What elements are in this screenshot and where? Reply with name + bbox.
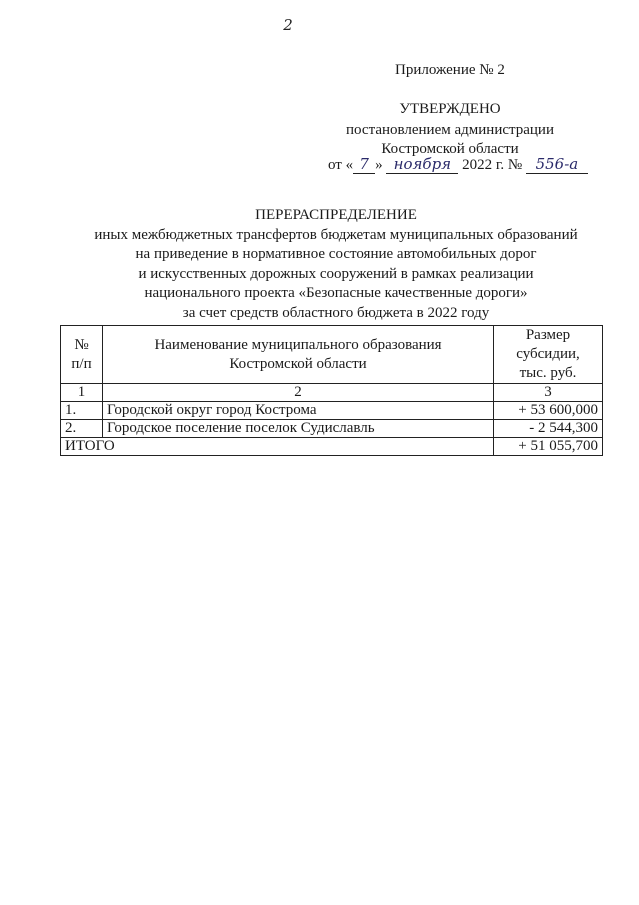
handwritten-day: 7 [353,156,375,174]
row-amount: + 53 600,000 [494,402,603,420]
title-line: и искусственных дорожных сооружений в рамках реализации [138,265,534,282]
date-year-and-number-label: 2022 г. № [462,157,523,173]
redistribution-table [60,325,603,456]
header-municipality [103,326,494,384]
document-title [60,206,612,323]
header-number-line: п/п [71,355,92,372]
row-municipality: Городской округ город Кострома [103,402,494,420]
row-number: 1. [61,402,103,420]
row-amount: - 2 544,300 [494,420,603,438]
title-heading: ПЕРЕРАСПРЕДЕЛЕНИЕ [255,207,417,223]
row-number: 2. [61,420,103,438]
title-line: на приведение в нормативное состояние автомобильных дорог [135,246,537,262]
resolution-date-line [328,156,588,174]
handwritten-month: ноября [386,156,458,174]
header-subsidy-line: тыс. руб. [519,365,577,381]
appendix-label: Приложение № 2 [395,62,505,78]
title-line: за счет средств областного бюджета в 2022 году [182,304,490,321]
header-subsidy-line: Размер [525,327,571,343]
table-header-row [61,326,603,384]
index-cell: 2 [103,384,494,402]
header-subsidy-size [494,326,603,384]
index-cell: 3 [494,384,603,402]
header-number-line: № [74,336,89,353]
title-line: иных межбюджетных трансфертов бюджетам муниципальных образований [94,226,578,243]
header-subsidy-line: субсидии, [516,346,580,362]
handwritten-resolution-number: 556-а [526,156,588,174]
approved-heading: УТВЕРЖДЕНО [399,101,501,117]
index-cell: 1 [61,384,103,402]
total-amount: + 51 055,700 [494,438,603,456]
table-index-row [61,384,603,402]
date-prefix: от « [328,157,354,173]
row-municipality: Городское поселение поселок Судиславль [103,420,494,438]
header-number [61,326,103,384]
approved-by-line-2: Костромской области [381,141,519,157]
table-total-row [61,438,603,456]
header-municipality-line: Наименование муниципального образования [154,336,442,353]
total-label: ИТОГО [61,438,494,456]
header-municipality-line: Костромской области [229,355,367,372]
approval-block [300,100,600,159]
date-suffix: » [375,157,383,173]
table-row [61,402,603,420]
title-line: национального проекта «Безопасные качественные дороги» [144,285,528,301]
table-row [61,420,603,438]
page-number: 2 [283,16,293,34]
approved-by-line-1: постановлением администрации [346,122,554,138]
